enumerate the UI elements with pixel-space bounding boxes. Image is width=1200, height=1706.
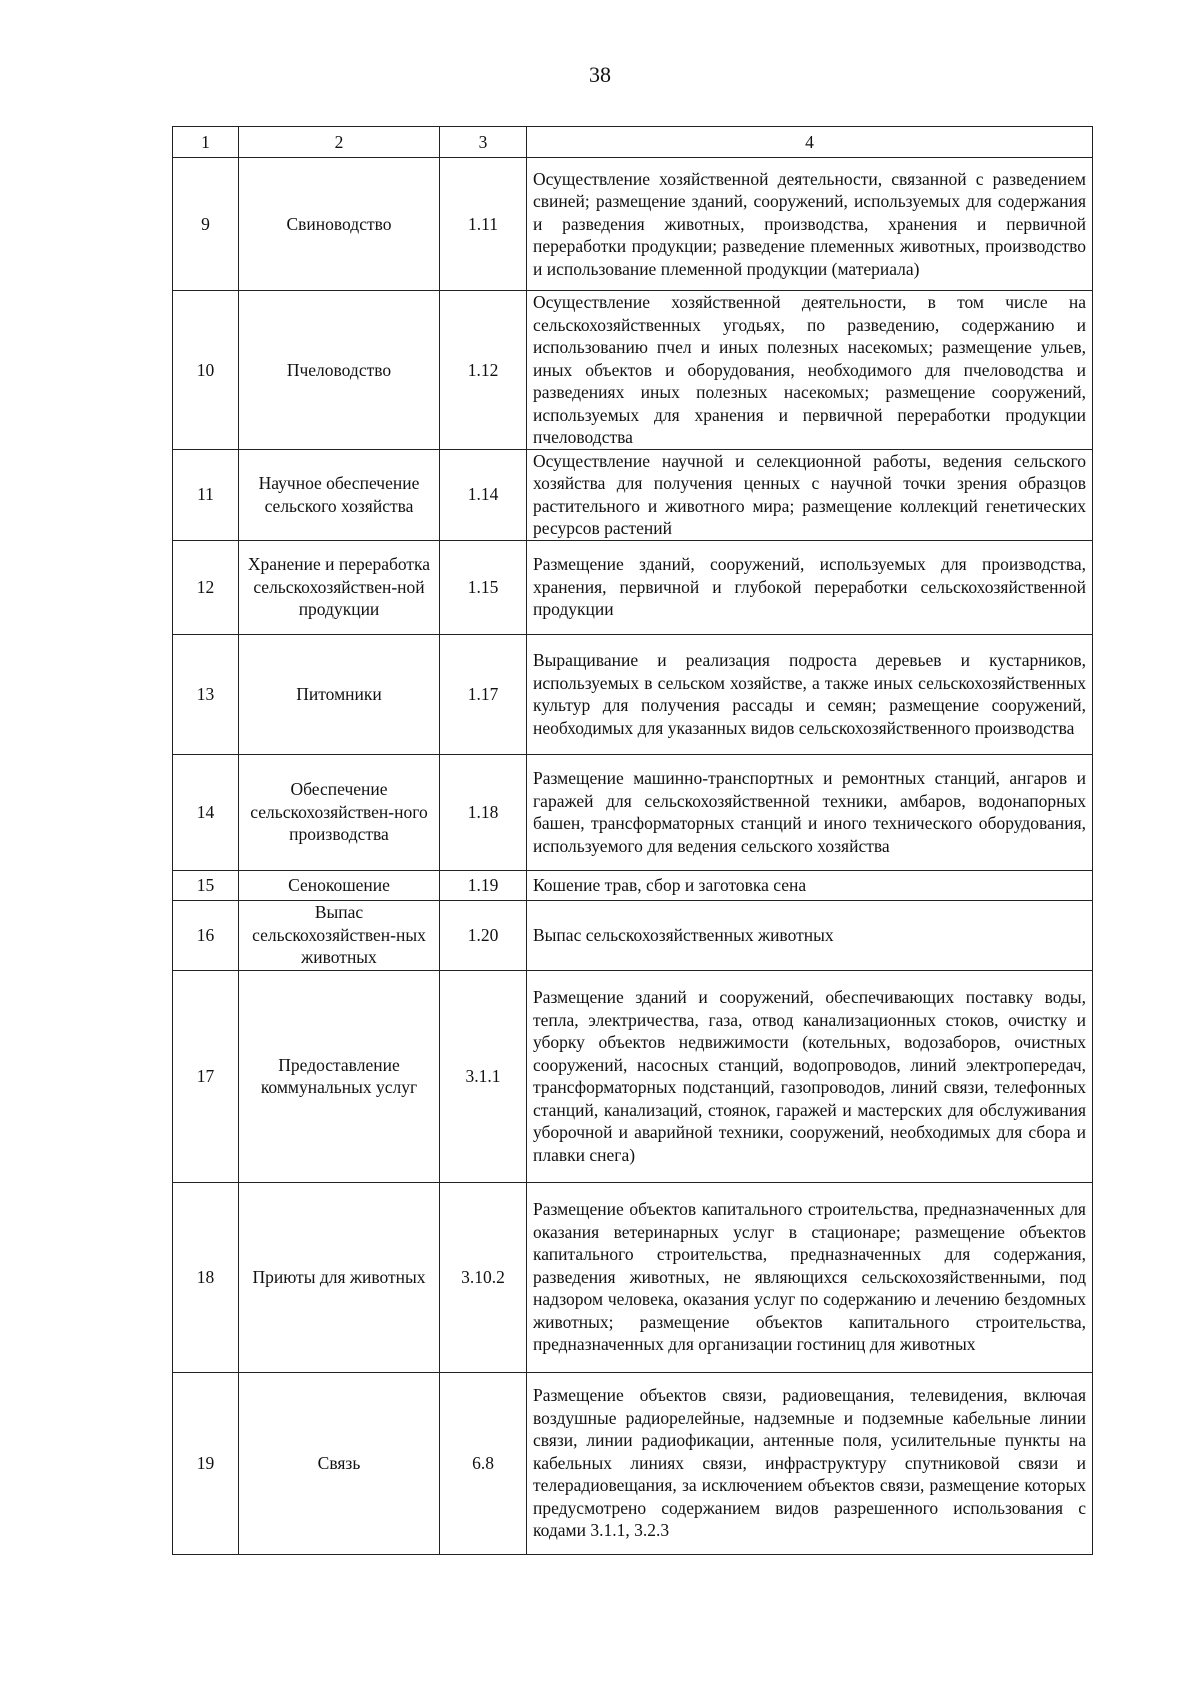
row-number: 9: [173, 158, 239, 291]
use-code: 1.18: [440, 754, 527, 870]
use-description: Размещение машинно-транспортных и ремонтных станций, ангаров и гаражей для сельскохозяйственной техники, амбаров, водонапорных башен, трансформаторных станций и иного технического оборудования, используемого для ведения сельского хозяйства: [527, 754, 1093, 870]
row-number: 13: [173, 634, 239, 754]
use-name: Свиноводство: [239, 158, 440, 291]
table-row: [173, 970, 1093, 1182]
row-number: 16: [173, 900, 239, 970]
use-name: Выпас сельскохозяйствен-ных животных: [239, 900, 440, 970]
use-description: Размещение объектов капитального строительства, предназначенных для оказания ветеринарных услуг в стационаре; размещение объектов капитального строительства, предназначенных для содержания, разведения животных, не являющихся сельскохозяйственными, под надзором человека, оказания услуг по содержанию и лечению бездомных животных; размещение объектов капитального строительства, предназначенных для организации гостиниц для животных: [527, 1182, 1093, 1372]
table-row: [173, 158, 1093, 291]
use-name: Пчеловодство: [239, 291, 440, 450]
use-name: Хранение и переработка сельскохозяйствен-ной продукции: [239, 540, 440, 634]
use-description: Размещение зданий, сооружений, используемых для производства, хранения, первичной и глубокой переработки сельскохозяйственной продукции: [527, 540, 1093, 634]
use-description: Выращивание и реализация подроста деревьев и кустарников, используемых в сельском хозяйстве, а также иных сельскохозяйственных культур для получения рассады и семян; размещение сооружений, необходимых для указанных видов сельскохозяйственного производства: [527, 634, 1093, 754]
table-header-row: [173, 127, 1093, 158]
use-name: Питомники: [239, 634, 440, 754]
use-code: 1.20: [440, 900, 527, 970]
table-row: [173, 1182, 1093, 1372]
table-row: [173, 291, 1093, 450]
header-col-4: 4: [527, 127, 1093, 158]
row-number: 10: [173, 291, 239, 450]
use-description: Выпас сельскохозяйственных животных: [527, 900, 1093, 970]
use-description: Кошение трав, сбор и заготовка сена: [527, 870, 1093, 900]
header-col-2: 2: [239, 127, 440, 158]
use-code: 3.1.1: [440, 970, 527, 1182]
use-name: Научное обеспечение сельского хозяйства: [239, 449, 440, 540]
row-number: 15: [173, 870, 239, 900]
row-number: 12: [173, 540, 239, 634]
use-description: Осуществление научной и селекционной работы, ведения сельского хозяйства для получения ценных с научной точки зрения образцов растительного и животного мира; размещение коллекций генетических ресурсов растений: [527, 449, 1093, 540]
use-description: Осуществление хозяйственной деятельности, связанной с разведением свиней; размещение зданий, сооружений, используемых для содержания и разведения животных, производства, хранения и первичной переработки продукции; разведение племенных животных, производство и использование племенной продукции (материала): [527, 158, 1093, 291]
table-row: [173, 754, 1093, 870]
use-code: 1.15: [440, 540, 527, 634]
land-use-table: [172, 126, 1093, 1555]
table-row: [173, 870, 1093, 900]
table-row: [173, 634, 1093, 754]
table-row: [173, 449, 1093, 540]
use-name: Приюты для животных: [239, 1182, 440, 1372]
header-col-3: 3: [440, 127, 527, 158]
use-name: Обеспечение сельскохозяйствен-ного производства: [239, 754, 440, 870]
row-number: 19: [173, 1372, 239, 1554]
page-number: 38: [589, 62, 611, 87]
use-code: 1.19: [440, 870, 527, 900]
table-row: [173, 540, 1093, 634]
use-description: Размещение объектов связи, радиовещания, телевидения, включая воздушные радиорелейные, надземные и подземные кабельные линии связи, линии радиофикации, антенные поля, усилительные пункты на кабельных линиях связи, инфраструктуру спутниковой связи и телерадиовещания, за исключением объектов связи, размещение которых предусмотрено содержанием видов разрешенного использования с кодами 3.1.1, 3.2.3: [527, 1372, 1093, 1554]
use-name: Сенокошение: [239, 870, 440, 900]
use-code: 3.10.2: [440, 1182, 527, 1372]
use-name: Связь: [239, 1372, 440, 1554]
use-code: 6.8: [440, 1372, 527, 1554]
use-code: 1.12: [440, 291, 527, 450]
use-code: 1.11: [440, 158, 527, 291]
row-number: 18: [173, 1182, 239, 1372]
row-number: 14: [173, 754, 239, 870]
table-row: [173, 900, 1093, 970]
row-number: 11: [173, 449, 239, 540]
use-description: Размещение зданий и сооружений, обеспечивающих поставку воды, тепла, электричества, газа, отвод канализационных стоков, очистку и уборку объектов недвижимости (котельных, водозаборов, очистных сооружений, насосных станций, водопроводов, линий электропередач, трансформаторных подстанций, газопроводов, линий связи, телефонных станций, канализаций, стоянок, гаражей и мастерских для обслуживания уборочной и аварийной техники, сооружений, необходимых для сбора и плавки снега): [527, 970, 1093, 1182]
table-row: [173, 1372, 1093, 1554]
use-name: Предоставление коммунальных услуг: [239, 970, 440, 1182]
use-description: Осуществление хозяйственной деятельности, в том числе на сельскохозяйственных угодьях, по разведению, содержанию и использованию пчел и иных полезных насекомых; размещение ульев, иных объектов и оборудования, необходимого для пчеловодства и разведениях иных полезных насекомых; размещение сооружений, используемых для хранения и первичной переработки продукции пчеловодства: [527, 291, 1093, 450]
use-code: 1.17: [440, 634, 527, 754]
header-col-1: 1: [173, 127, 239, 158]
use-code: 1.14: [440, 449, 527, 540]
row-number: 17: [173, 970, 239, 1182]
